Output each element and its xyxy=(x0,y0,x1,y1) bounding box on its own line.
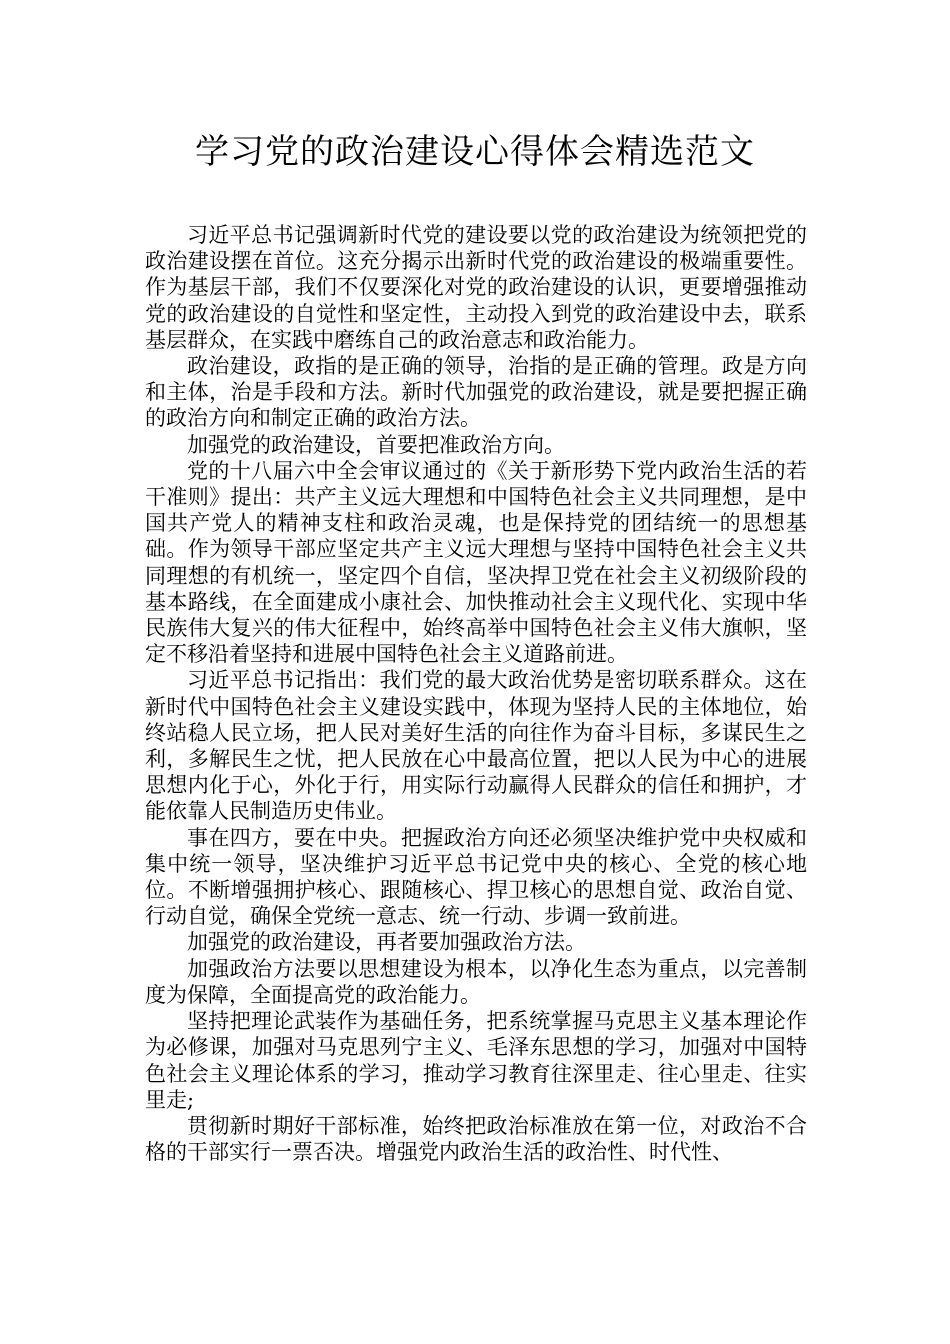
paragraph: 事在四方，要在中央。把握政治方向还必须坚决维护党中央权威和集中统一领导，坚决维护习近平总书记党中央的核心、全党的核心地位。不断增强拥护核心、跟随核心、捍卫核心的思想自觉、政治自觉、行动自觉，确保全党统一意志、统一行动、步调一致前进。 xyxy=(145,825,807,929)
paragraph: 习近平总书记指出：我们党的最大政治优势是密切联系群众。这在新时代中国特色社会主义建设实践中，体现为坚持人民的主体地位，始终站稳人民立场，把人民对美好生活的向往作为奋斗目标，多谋民生之利，多解民生之忧，把人民放在心中最高位置，把以人民为中心的进展思想内化于心，外化于行，用实际行动赢得人民群众的信任和拥护，才能依靠人民制造历史伟业。 xyxy=(145,668,807,824)
paragraph: 坚持把理论武装作为基础任务，把系统掌握马克思主义基本理论作为必修课，加强对马克思列宁主义、毛泽东思想的学习，加强对中国特色社会主义理论体系的学习，推动学习教育往深里走、往心里走、往实里走; xyxy=(145,1009,807,1112)
paragraph: 习近平总书记强调新时代党的建设要以党的政治建设为统领把党的政治建设摆在首位。这充分揭示出新时代党的政治建设的极端重要性。作为基层干部，我们不仅要深化对党的政治建设的认识，更要增强推动党的政治建设的自觉性和坚定性，主动投入到党的政治建设中去，联系基层群众，在实践中磨练自己的政治意志和政治能力。 xyxy=(145,223,807,352)
paragraph: 党的十八届六中全会审议通过的《关于新形势下党内政治生活的若干准则》提出：共产主义远大理想和中国特色社会主义共同理想，是中国共产党人的精神支柱和政治灵魂，也是保持党的团结统一的思想基础。作为领导干部应坚定共产主义远大理想与坚持中国特色社会主义共同理想的有机统一，坚定四个自信，坚决捍卫党在社会主义初级阶段的基本路线，在全面建成小康社会、加快推动社会主义现代化、实现中华民族伟大复兴的伟大征程中，始终高举中国特色社会主义伟大旗帜，坚定不移沿着坚持和进展中国特色社会主义道路前进。 xyxy=(145,458,807,667)
paragraph: 加强党的政治建设，再者要加强政治方法。 xyxy=(187,930,586,955)
document-body xyxy=(145,222,807,1165)
paragraph: 贯彻新时期好干部标准，始终把政治标准放在第一位，对政治不合格的干部实行一票否决。增强党内政治生活的政治性、时代性、 xyxy=(145,1113,807,1165)
paragraph: 加强政治方法要以思想建设为根本，以净化生态为重点，以完善制度为保障，全面提高党的政治能力。 xyxy=(145,956,807,1007)
document-title: 学习党的政治建设心得体会精选范文 xyxy=(195,132,755,172)
paragraph: 政治建设，政指的是正确的领导，治指的是正确的管理。政是方向和主体，治是手段和方法。新时代加强党的政治建设，就是要把握正确的政治方向和制定正确的政治方法。 xyxy=(145,354,807,431)
paragraph: 加强党的政治建设，首要把准政治方向。 xyxy=(187,432,565,457)
